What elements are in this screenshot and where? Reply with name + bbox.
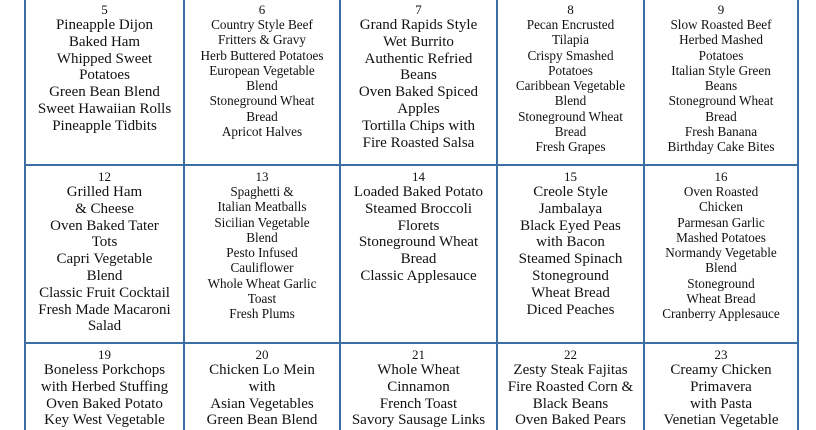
- menu-item-line: Tots: [91, 234, 118, 251]
- menu-item-line: Grand Rapids Style: [359, 17, 478, 33]
- menu-item-line: Parmesan Garlic: [677, 214, 765, 230]
- menu-item-line: Classic Fruit Cocktail: [39, 284, 170, 301]
- menu-item-line: Fire Roasted Salsa: [362, 134, 475, 151]
- menu-item-line: with Herbed Stuffing: [40, 378, 169, 395]
- menu-item-line: French Toast: [379, 395, 458, 412]
- menu-item-line: Oven Baked Pears: [515, 412, 626, 429]
- menu-item-line: with: [248, 378, 276, 395]
- menu-item-line: Slow Roasted Beef: [670, 17, 772, 32]
- menu-item-line: Tortilla Chips with: [361, 117, 476, 134]
- menu-item-line: Birthday Cake Bites: [667, 139, 775, 155]
- day-cell: [498, 3, 643, 164]
- day-number: 19: [98, 348, 111, 362]
- menu-item-line: Oven Baked Potato: [46, 395, 163, 412]
- grid-line: [24, 342, 799, 344]
- day-number: 12: [98, 170, 111, 184]
- day-cell: [645, 170, 797, 342]
- grid-line: [24, 164, 799, 166]
- menu-item-line: Italian Meatballs: [217, 199, 307, 215]
- menu-item-line: Sicilian Vegetable: [214, 214, 310, 230]
- menu-item-line: Steamed Spinach: [518, 251, 623, 268]
- menu-item-line: Normandy Vegetable: [665, 245, 777, 261]
- menu-item-line: Salad: [87, 318, 122, 335]
- menu-item-line: Zesty Steak Fajitas: [513, 362, 628, 378]
- menu-item-line: Blend: [705, 260, 737, 276]
- day-number: 23: [714, 348, 728, 362]
- menu-item-line: Stoneground Wheat: [358, 234, 479, 251]
- menu-item-line: Crispy Smashed: [527, 47, 614, 63]
- menu-item-line: Beans: [704, 78, 738, 94]
- menu-item-line: Mashed Potatoes: [676, 229, 766, 245]
- menu-item-line: Capri Vegetable: [56, 251, 153, 268]
- menu-item-line: Whole Wheat: [377, 362, 460, 378]
- menu-item-line: Cauliflower: [230, 260, 294, 276]
- menu-item-line: Whipped Sweet: [56, 50, 153, 67]
- menu-item-line: Toast: [247, 291, 277, 307]
- menu-item-line: Asian Vegetables: [210, 395, 314, 412]
- menu-item-line: Apricot Halves: [221, 124, 303, 140]
- menu-item-line: Bread: [400, 251, 437, 268]
- day-number: 15: [564, 170, 577, 184]
- menu-item-line: Black Eyed Peas: [520, 217, 621, 234]
- day-cell: [185, 170, 339, 342]
- menu-item-line: Black Beans: [532, 395, 609, 412]
- menu-item-line: Bread: [705, 108, 737, 124]
- menu-item-line: Bread: [554, 124, 587, 140]
- day-cell: [341, 348, 496, 430]
- day-cell: [26, 3, 183, 164]
- day-number: 16: [714, 170, 728, 184]
- menu-item-line: Tilapia: [552, 32, 589, 48]
- menu-item-line: Green Bean Blend: [49, 84, 160, 101]
- menu-item-line: & Cheese: [75, 200, 134, 217]
- menu-item-line: Fresh Banana: [684, 124, 758, 140]
- menu-item-line: Fresh Plums: [229, 306, 295, 322]
- menu-item-line: Authentic Refried: [364, 50, 473, 67]
- day-number: 22: [564, 348, 577, 362]
- menu-item-line: Potatoes: [698, 47, 744, 63]
- day-number: 21: [412, 348, 425, 362]
- day-number: 20: [255, 348, 269, 362]
- menu-item-line: Green Bean Blend: [206, 412, 318, 429]
- menu-item-line: Blend: [86, 267, 123, 284]
- menu-item-line: Sweet Hawaiian Rolls: [37, 100, 172, 117]
- menu-item-line: Venetian Vegetable: [663, 412, 779, 429]
- menu-item-line: Savory Sausage Links: [351, 412, 486, 429]
- menu-item-line: Fresh Grapes: [535, 139, 606, 155]
- menu-item-line: Potatoes: [79, 67, 130, 84]
- day-cell: [26, 170, 183, 342]
- day-cell: [341, 3, 496, 164]
- menu-item-line: Cranberry Applesauce: [662, 306, 780, 322]
- day-number: 13: [255, 170, 269, 184]
- menu-item-line: Whole Wheat Garlic: [207, 275, 317, 291]
- grid-line: [797, 0, 799, 430]
- menu-item-line: Bread: [246, 108, 278, 124]
- menu-item-line: Blend: [246, 229, 278, 245]
- menu-item-line: Pecan Encrusted: [526, 17, 615, 32]
- menu-item-line: Cinnamon: [387, 378, 450, 395]
- menu-item-line: Fritters & Gravy: [218, 32, 306, 48]
- day-number: 9: [717, 3, 725, 17]
- menu-item-line: Country Style Beef: [211, 17, 313, 32]
- menu-item-line: Apples: [397, 100, 440, 117]
- menu-item-line: Potatoes: [548, 62, 593, 78]
- menu-item-line: Fresh Made Macaroni: [38, 301, 171, 318]
- day-cell: [341, 170, 496, 342]
- menu-item-line: Herbed Mashed: [679, 32, 763, 48]
- day-cell: [185, 348, 339, 430]
- menu-item-line: Oven Baked Spiced: [358, 84, 479, 101]
- menu-item-line: Caribbean Vegetable: [515, 78, 626, 94]
- menu-item-line: Italian Style Green: [671, 62, 771, 78]
- menu-item-line: Diced Peaches: [526, 301, 615, 318]
- day-cell: [185, 3, 339, 164]
- menu-item-line: Stoneground: [532, 267, 609, 284]
- day-cell: [498, 348, 643, 430]
- menu-item-line: Blend: [246, 78, 278, 94]
- day-number: 14: [412, 170, 425, 184]
- menu-item-line: with Pasta: [689, 395, 753, 412]
- menu-item-line: Steamed Broccoli: [364, 200, 473, 217]
- menu-item-line: Loaded Baked Potato: [353, 184, 484, 200]
- day-cell: [26, 348, 183, 430]
- menu-item-line: Florets: [397, 217, 440, 234]
- day-cell: [645, 348, 797, 430]
- menu-item-line: with Bacon: [536, 234, 605, 251]
- menu-item-line: Wheat Bread: [686, 291, 756, 307]
- menu-item-line: Stoneground: [687, 275, 755, 291]
- day-number: 5: [101, 3, 108, 17]
- menu-item-line: Stoneground Wheat: [518, 108, 623, 124]
- menu-item-line: Spaghetti &: [230, 184, 294, 199]
- menu-item-line: Key West Vegetable: [44, 412, 165, 429]
- day-number: 7: [415, 3, 422, 17]
- menu-item-line: Jambalaya: [538, 200, 603, 217]
- menu-item-line: Boneless Porkchops: [43, 362, 166, 378]
- menu-item-line: Blend: [554, 93, 587, 109]
- menu-item-line: Fire Roasted Corn &: [507, 378, 634, 395]
- menu-item-line: Oven Roasted: [683, 184, 759, 199]
- menu-item-line: Creole Style: [533, 184, 608, 200]
- day-number: 6: [258, 3, 266, 17]
- menu-item-line: Chicken Lo Mein: [209, 362, 315, 378]
- menu-item-line: Chicken: [699, 199, 743, 215]
- menu-item-line: Stoneground Wheat: [668, 93, 774, 109]
- menu-item-line: Baked Ham: [68, 33, 141, 50]
- menu-item-line: Beans: [400, 67, 437, 84]
- menu-item-line: Creamy Chicken: [670, 362, 772, 378]
- menu-item-line: European Vegetable: [209, 62, 315, 78]
- menu-item-line: Pineapple Tidbits: [52, 117, 157, 134]
- menu-item-line: Herb Buttered Potatoes: [200, 47, 324, 63]
- menu-item-line: Primavera: [690, 378, 752, 395]
- day-number: 8: [567, 3, 574, 17]
- menu-item-line: Stoneground Wheat: [209, 93, 315, 109]
- day-cell: [645, 3, 797, 164]
- menu-item-line: Pesto Infused: [226, 245, 298, 261]
- menu-item-line: Wheat Bread: [531, 284, 610, 301]
- day-cell: [498, 170, 643, 342]
- menu-item-line: Wet Burrito: [383, 33, 454, 50]
- menu-item-line: Grilled Ham: [66, 184, 143, 200]
- menu-item-line: Classic Applesauce: [360, 267, 477, 284]
- menu-item-line: Pineapple Dijon: [55, 17, 154, 33]
- menu-item-line: Oven Baked Tater: [50, 217, 159, 234]
